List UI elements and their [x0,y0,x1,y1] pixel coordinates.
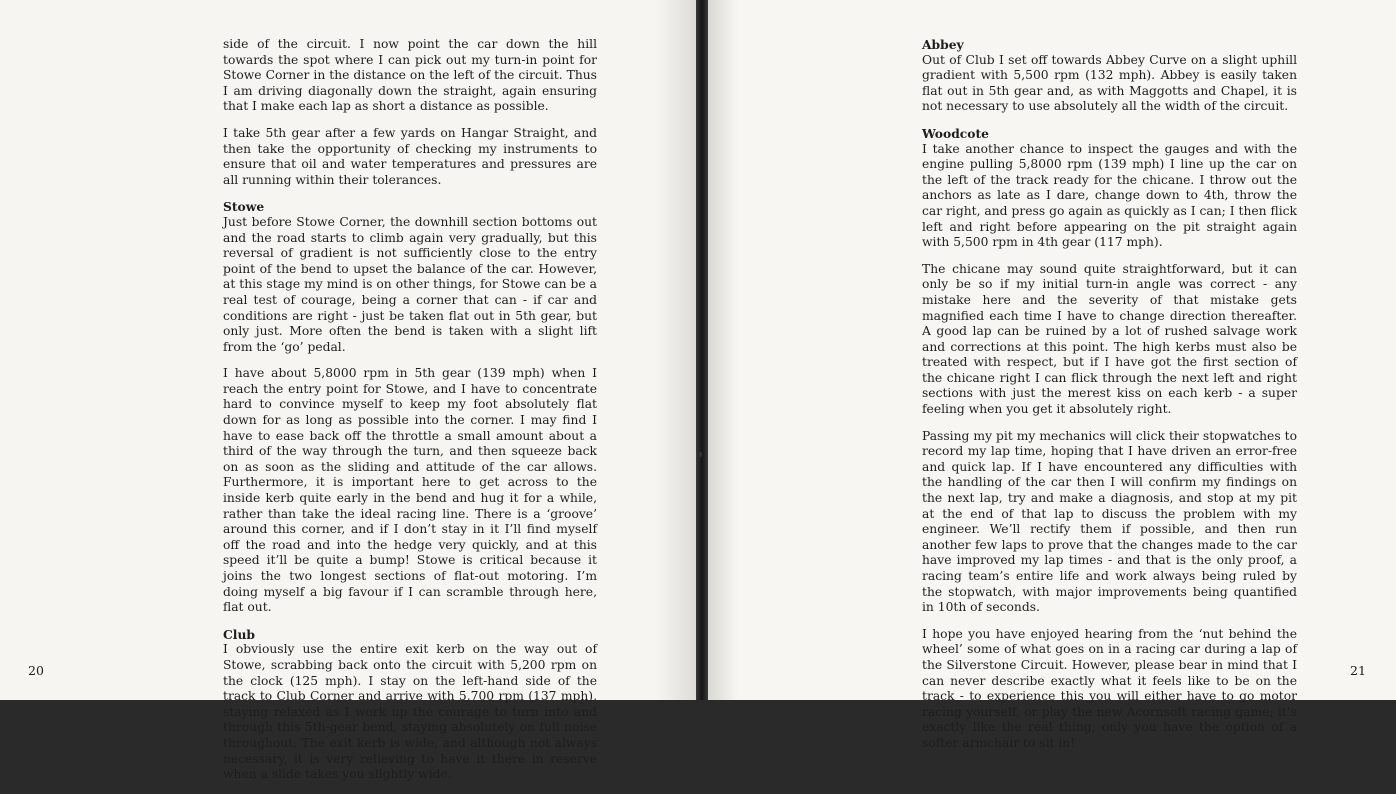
paragraph: I take another chance to inspect the gauges and with the engine pulling 5,8000 rpm (139 mph) I line up the car on the left of the track ready for the chicane. I throw out the anchors as late as I dare, change down to 4th, throw the car right, and press go again as quickly as I can; I then flick left and right before appearing on the pit straight again with 5,500 rpm in 4th gear (117 mph). [922,141,1297,250]
right-text-column [922,37,1297,763]
book-gutter [696,0,708,700]
left-text-column [223,37,597,794]
paragraph: Just before Stowe Corner, the downhill section bottoms out and the road starts to climb again very gradually, but this reversal of gradient is not sufficiently close to the entry point of the bend to upset the balance of the car. However, at this stage my mind is on other things, for Stowe can be a real test of courage, being a corner that can - if car and conditions are right - just be taken flat out in 5th gear, but only just. More often the bend is taken with a slight lift from the ‘go’ pedal. [223,214,597,354]
section-heading-club: Club [223,626,255,642]
page-number: 21 [1350,663,1366,678]
paragraph: I take 5th gear after a few yards on Hangar Straight, and then take the opportunity of checking my instruments to ensure that oil and water temperatures and pressures are all running within their tolerances. [223,125,597,187]
left-page [0,0,696,782]
paragraph: Out of Club I set off towards Abbey Curve on a slight uphill gradient with 5,500 rpm (132 mph). Abbey is easily taken flat out in 5th gear and, as with Maggotts and Chapel, it is not necessary to use absolutely all the width of the circuit. [922,52,1297,114]
paragraph: I hope you have enjoyed hearing from the ‘nut behind the wheel’ some of what goes on in a racing car during a lap of the Silverstone Circuit. However, please bear in mind that I can never describe exactly what it feels like to be on the track - to experience this you will either have to go motor racing yourself, or play the new Acornsoft racing game; it’s exactly like the real thing, only you have the option of a softer armchair to sit in! [922,626,1297,750]
paragraph: I obviously use the entire exit kerb on the way out of Stowe, scrabbing back onto the circuit with 5,200 rpm on the clock (125 mph). I stay on the left-hand side of the track to Club Corner and arrive with 5,700 rpm (137 mph), staying relaxed as I work up the courage to turn into and through this 5th-gear bend, staying absolutely on full noise throughout. The exit kerb is wide, and although not always necessary, it is very relieving to have it there in reserve when a slide takes you slightly wide. [223,642,597,782]
section-heading-stowe: Stowe [223,199,265,215]
section-heading-abbey: Abbey [922,37,964,52]
section-heading-woodcote: Woodcote [922,125,990,141]
paragraph: side of the circuit. I now point the car down the hill towards the spot where I can pick out my turn-in point for Stowe Corner in the distance on the left of the circuit. Thus I am driving diagonally down the straight, again ensuring that I make each lap as short a distance as possible. [223,37,597,114]
page-number: 20 [28,663,44,678]
paragraph: The chicane may sound quite straightforward, but it can only be so if my initial turn-in angle was correct - any mistake here and the severity of that mistake gets magnified each time I have to change direction thereafter. A good lap can be ruined by a lot of rushed salvage work and corrections at this point. The high kerbs must also be treated with respect, but if I have got the first section of the chicane right I can flick through the next left and right sections with just the merest kiss on each kerb - a super feeling when you get it absolutely right. [922,261,1297,417]
paragraph: Passing my pit my mechanics will click their stopwatches to record my lap time, hoping that I have driven an error-free and quick lap. If I have encountered any difficulties with the handling of the car then I will confirm my findings on the next lap, try and make a diagnosis, and stop at my pit at the end of that lap to discuss the problem with my engineer. We’ll rectify them if possible, and then run another few laps to prove that the changes made to the car have improved my lap times - and that is the only proof, a racing team’s entire life and work always being ruled by the stopwatch, with major improvements being quantified in 10th of seconds. [922,428,1297,615]
paragraph: I have about 5,8000 rpm in 5th gear (139 mph) when I reach the entry point for Stowe, and I have to concentrate hard to convince myself to keep my foot absolutely flat down for as long as possible into the corner. I may find I have to ease back off the throttle a small amount about a third of the way through the turn, and then squeeze back on as soon as the sliding and attitude of the car allows. Furthermore, it is important here to get across to the inside kerb quite early in the bend and hug it for a while, rather than take the ideal racing line. There is a ‘groove’ around this corner, and if I don’t stay in it I’ll find myself off the road and into the hedge very quickly, and at this speed it’ll be quite a bump! Stowe is critical because it joins the two longest sections of flat-out motoring. I’m doing myself a big favour if I can scramble through here, flat out. [223,366,597,615]
right-page [708,0,1396,750]
paper-speck [699,452,702,457]
